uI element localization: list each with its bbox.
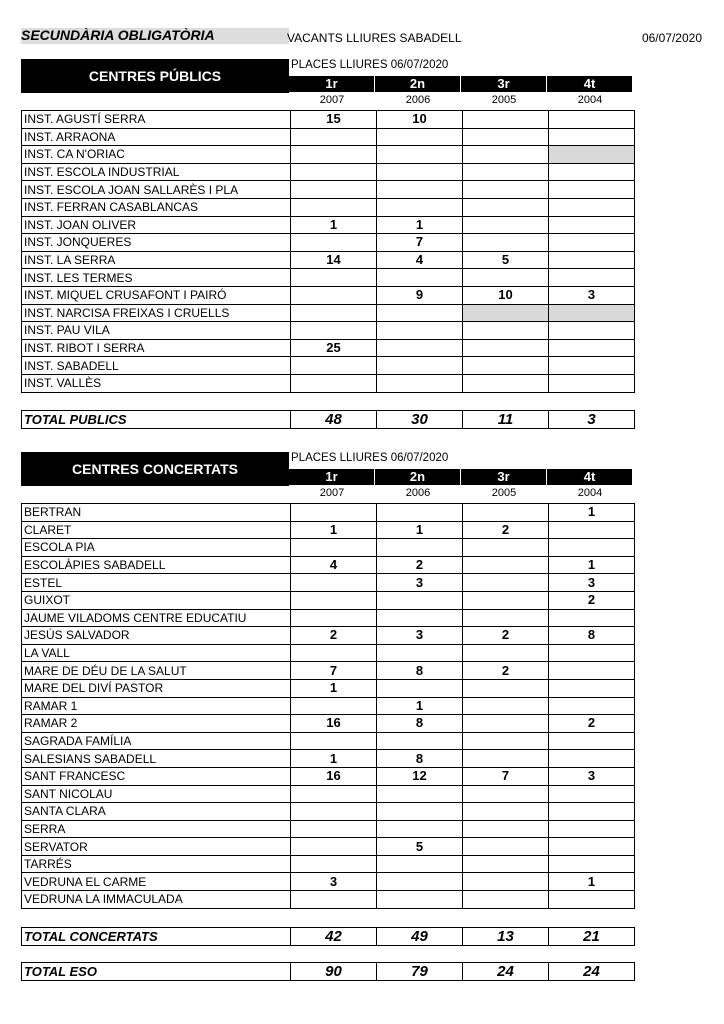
vacancy-cell xyxy=(291,574,377,592)
vacancy-cell xyxy=(549,891,635,909)
vacancy-cell: 7 xyxy=(463,767,549,785)
total-value: 21 xyxy=(549,928,635,946)
vacancy-cell xyxy=(549,198,635,216)
concertats-year-headers xyxy=(289,487,633,499)
vacancy-cell xyxy=(463,591,549,609)
vacancy-cell xyxy=(291,697,377,715)
table-row xyxy=(22,269,635,287)
school-name: SANT FRANCESC xyxy=(22,767,291,785)
vacancy-cell: 9 xyxy=(377,286,463,304)
table-row xyxy=(22,539,635,557)
vacancy-cell xyxy=(549,181,635,199)
table-row xyxy=(22,928,635,946)
vacancy-cell: 16 xyxy=(291,767,377,785)
vacancy-cell xyxy=(377,374,463,392)
table-row xyxy=(22,411,635,429)
vacancy-cell: 15 xyxy=(291,111,377,129)
school-name: SERRA xyxy=(22,820,291,838)
vacancy-cell: 8 xyxy=(377,662,463,680)
vacancy-cell xyxy=(463,146,549,164)
school-name: SANTA CLARA xyxy=(22,803,291,821)
school-name: INST. VALLÈS xyxy=(22,374,291,392)
vacancy-cell xyxy=(463,785,549,803)
table-row xyxy=(22,216,635,234)
table-row xyxy=(22,234,635,252)
vacancy-cell xyxy=(291,163,377,181)
school-name: MARE DE DÉU DE LA SALUT xyxy=(22,662,291,680)
vacancy-cell xyxy=(463,216,549,234)
vacancy-cell xyxy=(291,374,377,392)
table-row xyxy=(22,662,635,680)
vacancy-cell: 2 xyxy=(463,662,549,680)
vacancy-cell xyxy=(463,891,549,909)
vacancy-cell: 2 xyxy=(549,591,635,609)
vacancy-cell xyxy=(463,128,549,146)
total-value: 30 xyxy=(377,411,463,429)
total-value: 42 xyxy=(291,928,377,946)
course-header: 4t xyxy=(547,76,632,92)
document-date: 06/07/2020 xyxy=(641,31,702,45)
vacancy-cell xyxy=(291,128,377,146)
concertats-places-label: PLACES LLIURES 06/07/2020 xyxy=(291,452,449,464)
vacancy-cell xyxy=(549,163,635,181)
table-row xyxy=(22,750,635,768)
vacancy-cell xyxy=(291,357,377,375)
vacancy-cell: 10 xyxy=(377,111,463,129)
table-row xyxy=(22,304,635,322)
table-row xyxy=(22,556,635,574)
vacancy-cell xyxy=(549,521,635,539)
publics-course-headers xyxy=(289,76,633,92)
vacancy-cell xyxy=(463,339,549,357)
vacancy-cell xyxy=(463,803,549,821)
concertats-total-row xyxy=(21,927,635,946)
vacancy-cell xyxy=(377,269,463,287)
vacancy-cell xyxy=(377,855,463,873)
table-row xyxy=(22,873,635,891)
total-label: TOTAL ESO xyxy=(22,963,291,981)
vacancy-cell xyxy=(549,111,635,129)
year-header: 2007 xyxy=(319,487,345,499)
vacancy-cell: 4 xyxy=(291,556,377,574)
table-row xyxy=(22,111,635,129)
publics-table xyxy=(21,110,635,393)
table-row xyxy=(22,627,635,645)
vacancy-cell xyxy=(377,181,463,199)
table-row xyxy=(22,128,635,146)
school-name: INST. LA SERRA xyxy=(22,251,291,269)
school-name: INST. JONQUERES xyxy=(22,234,291,252)
vacancy-cell: 2 xyxy=(463,521,549,539)
vacancy-cell: 1 xyxy=(291,750,377,768)
vacancy-cell xyxy=(291,539,377,557)
vacancy-cell xyxy=(463,715,549,733)
vacancy-cell: 8 xyxy=(549,627,635,645)
school-name: INST. RIBOT I SERRA xyxy=(22,339,291,357)
total-eso-row xyxy=(21,962,635,981)
vacancy-cell: 1 xyxy=(291,679,377,697)
vacancy-cell xyxy=(463,181,549,199)
table-row xyxy=(22,163,635,181)
vacancy-cell xyxy=(463,750,549,768)
vacancy-cell xyxy=(291,322,377,340)
vacancy-cell xyxy=(463,556,549,574)
table-row xyxy=(22,198,635,216)
table-row xyxy=(22,785,635,803)
vacancy-cell: 2 xyxy=(549,715,635,733)
vacancy-cell xyxy=(377,146,463,164)
school-name: JAUME VILADOMS CENTRE EDUCATIU xyxy=(22,609,291,627)
vacancy-cell xyxy=(463,873,549,891)
vacancy-cell xyxy=(549,803,635,821)
school-name: VEDRUNA LA IMMACULADA xyxy=(22,891,291,909)
total-label: TOTAL CONCERTATS xyxy=(22,928,291,946)
year-header: 2006 xyxy=(405,487,431,499)
vacancy-cell: 8 xyxy=(377,750,463,768)
vacancy-cell: 8 xyxy=(377,715,463,733)
vacancy-cell xyxy=(291,785,377,803)
publics-header: CENTRES PÚBLICS xyxy=(21,59,289,93)
school-name: GUIXOT xyxy=(22,591,291,609)
vacancy-cell xyxy=(463,304,549,322)
table-row xyxy=(22,181,635,199)
vacancy-cell xyxy=(377,539,463,557)
school-name: INST. NARCISA FREIXAS I CRUELLS xyxy=(22,304,291,322)
school-name: TARRÉS xyxy=(22,855,291,873)
vacancy-cell xyxy=(377,198,463,216)
table-row xyxy=(22,339,635,357)
vacancy-cell xyxy=(291,609,377,627)
vacancy-cell xyxy=(291,838,377,856)
vacancy-cell xyxy=(463,504,549,522)
table-row xyxy=(22,322,635,340)
vacancy-cell: 2 xyxy=(463,627,549,645)
vacancy-cell xyxy=(377,163,463,181)
year-header: 2004 xyxy=(577,94,603,106)
vacancy-cell xyxy=(549,251,635,269)
vacancy-cell: 5 xyxy=(377,838,463,856)
table-row xyxy=(22,374,635,392)
school-name: INST. ARRAONA xyxy=(22,128,291,146)
vacancy-cell xyxy=(291,269,377,287)
school-name: INST. PAU VILA xyxy=(22,322,291,340)
vacancy-cell: 7 xyxy=(291,662,377,680)
table-row xyxy=(22,732,635,750)
vacancy-cell: 14 xyxy=(291,251,377,269)
table-row xyxy=(22,803,635,821)
vacancy-cell xyxy=(549,374,635,392)
vacancy-cell xyxy=(463,234,549,252)
vacancy-cell: 25 xyxy=(291,339,377,357)
vacancy-cell xyxy=(377,820,463,838)
vacancy-cell: 1 xyxy=(377,216,463,234)
vacancy-cell xyxy=(549,662,635,680)
school-name: INST. AGUSTÍ SERRA xyxy=(22,111,291,129)
school-name: BERTRAN xyxy=(22,504,291,522)
year-header: 2006 xyxy=(405,94,431,106)
vacancy-cell xyxy=(463,679,549,697)
school-name: ESTEL xyxy=(22,574,291,592)
total-value: 13 xyxy=(463,928,549,946)
course-header: 2n xyxy=(375,469,460,485)
vacancy-cell: 7 xyxy=(377,234,463,252)
vacancy-cell xyxy=(549,609,635,627)
concertats-course-headers xyxy=(289,469,633,485)
school-name: VEDRUNA EL CARME xyxy=(22,873,291,891)
vacancy-cell: 4 xyxy=(377,251,463,269)
school-name: INST. CA N'ORIAC xyxy=(22,146,291,164)
vacancy-cell xyxy=(377,679,463,697)
vacancy-cell xyxy=(549,855,635,873)
table-row xyxy=(22,574,635,592)
vacancy-cell xyxy=(463,609,549,627)
vacancy-cell xyxy=(377,891,463,909)
concertats-table xyxy=(21,503,635,909)
vacancy-cell: 2 xyxy=(291,627,377,645)
school-name: SANT NICOLAU xyxy=(22,785,291,803)
vacancy-cell: 2 xyxy=(377,556,463,574)
vacancy-cell xyxy=(377,304,463,322)
vacancy-cell xyxy=(291,146,377,164)
vacancy-cell xyxy=(549,785,635,803)
vacancy-cell xyxy=(549,216,635,234)
table-row xyxy=(22,146,635,164)
vacancy-cell xyxy=(549,304,635,322)
vacancy-cell: 12 xyxy=(377,767,463,785)
vacancy-cell: 1 xyxy=(549,556,635,574)
vacancy-cell xyxy=(377,609,463,627)
school-name: RAMAR 2 xyxy=(22,715,291,733)
table-row xyxy=(22,963,635,981)
vacancy-cell xyxy=(291,198,377,216)
vacancy-cell xyxy=(377,339,463,357)
vacancy-cell: 1 xyxy=(291,216,377,234)
vacancy-cell: 3 xyxy=(377,574,463,592)
total-value: 90 xyxy=(291,963,377,981)
table-row xyxy=(22,286,635,304)
school-name: INST. ESCOLA INDUSTRIAL xyxy=(22,163,291,181)
vacancy-cell xyxy=(377,785,463,803)
vacancy-cell: 1 xyxy=(291,521,377,539)
vacancy-cell: 1 xyxy=(549,873,635,891)
school-name: ESCOLA PIA xyxy=(22,539,291,557)
vacancy-cell xyxy=(549,750,635,768)
course-header: 3r xyxy=(461,76,546,92)
school-name: INST. ESCOLA JOAN SALLARÈS I PLA xyxy=(22,181,291,199)
vacancy-cell xyxy=(463,322,549,340)
table-row xyxy=(22,855,635,873)
vacancy-cell xyxy=(549,820,635,838)
total-value: 49 xyxy=(377,928,463,946)
school-name: INST. FERRAN CASABLANCAS xyxy=(22,198,291,216)
school-name: SALESIANS SABADELL xyxy=(22,750,291,768)
vacancy-cell xyxy=(549,679,635,697)
vacancy-cell xyxy=(377,128,463,146)
vacancy-cell xyxy=(463,269,549,287)
vacancy-cell xyxy=(463,163,549,181)
vacancy-cell xyxy=(377,504,463,522)
vacancy-cell: 1 xyxy=(377,697,463,715)
school-name: INST. SABADELL xyxy=(22,357,291,375)
vacancy-cell xyxy=(291,855,377,873)
vacancy-cell xyxy=(377,357,463,375)
year-header: 2007 xyxy=(319,94,345,106)
school-name: LA VALL xyxy=(22,644,291,662)
vacancy-cell xyxy=(291,732,377,750)
vacancy-cell: 3 xyxy=(291,873,377,891)
vacancy-cell: 5 xyxy=(463,251,549,269)
table-row xyxy=(22,891,635,909)
total-value: 79 xyxy=(377,963,463,981)
vacancy-cell xyxy=(291,286,377,304)
total-value: 3 xyxy=(549,411,635,429)
table-row xyxy=(22,251,635,269)
school-name: INST. LES TERMES xyxy=(22,269,291,287)
table-row xyxy=(22,591,635,609)
vacancy-cell xyxy=(463,198,549,216)
table-row xyxy=(22,838,635,856)
table-row xyxy=(22,357,635,375)
vacancy-cell xyxy=(463,732,549,750)
vacancy-cell xyxy=(463,111,549,129)
vacancy-cell xyxy=(549,146,635,164)
school-name: INST. MIQUEL CRUSAFONT I PAIRÓ xyxy=(22,286,291,304)
course-header: 2n xyxy=(375,76,460,92)
total-value: 11 xyxy=(463,411,549,429)
vacancy-cell xyxy=(463,539,549,557)
vacancy-cell: 10 xyxy=(463,286,549,304)
vacancy-cell xyxy=(377,873,463,891)
vacancy-cell: 3 xyxy=(549,286,635,304)
vacancy-cell xyxy=(377,732,463,750)
vacancy-cell xyxy=(463,574,549,592)
vacancy-cell xyxy=(549,128,635,146)
vacancy-cell xyxy=(463,838,549,856)
total-value: 24 xyxy=(463,963,549,981)
school-name: CLARET xyxy=(22,521,291,539)
total-label: TOTAL PUBLICS xyxy=(22,411,291,429)
vacancy-cell xyxy=(291,803,377,821)
vacancy-cell: 16 xyxy=(291,715,377,733)
vacancy-cell xyxy=(291,820,377,838)
vacancy-cell xyxy=(549,697,635,715)
vacancy-cell: 1 xyxy=(377,521,463,539)
vacancy-cell xyxy=(291,644,377,662)
vacancy-cell xyxy=(291,591,377,609)
table-row xyxy=(22,521,635,539)
concertats-header: CENTRES CONCERTATS xyxy=(21,452,289,486)
year-header: 2004 xyxy=(577,487,603,499)
course-header: 1r xyxy=(289,76,374,92)
vacancy-cell xyxy=(463,357,549,375)
school-name: MARE DEL DIVÍ PASTOR xyxy=(22,679,291,697)
vacancy-cell xyxy=(463,820,549,838)
vacancy-cell xyxy=(377,591,463,609)
document-subtitle: VACANTS LLIURES SABADELL xyxy=(287,31,462,45)
vacancy-cell xyxy=(549,644,635,662)
vacancy-cell xyxy=(549,357,635,375)
vacancy-cell xyxy=(291,304,377,322)
publics-total-row xyxy=(21,410,635,429)
vacancy-cell: 1 xyxy=(549,504,635,522)
school-name: JESÚS SALVADOR xyxy=(22,627,291,645)
vacancy-cell xyxy=(291,891,377,909)
vacancy-cell: 3 xyxy=(549,574,635,592)
vacancy-cell: 3 xyxy=(377,627,463,645)
course-header: 1r xyxy=(289,469,374,485)
year-header: 2005 xyxy=(491,94,517,106)
vacancy-cell xyxy=(463,855,549,873)
table-row xyxy=(22,697,635,715)
vacancy-cell xyxy=(549,539,635,557)
vacancy-cell xyxy=(549,339,635,357)
vacancy-cell xyxy=(463,644,549,662)
vacancy-cell xyxy=(291,504,377,522)
vacancy-cell xyxy=(549,732,635,750)
publics-year-headers xyxy=(289,94,633,106)
table-row xyxy=(22,820,635,838)
school-name: RAMAR 1 xyxy=(22,697,291,715)
table-row xyxy=(22,679,635,697)
total-value: 48 xyxy=(291,411,377,429)
course-header: 3r xyxy=(461,469,546,485)
vacancy-cell xyxy=(377,322,463,340)
vacancy-cell xyxy=(377,644,463,662)
year-header: 2005 xyxy=(491,487,517,499)
vacancy-cell xyxy=(463,697,549,715)
document-title: SECUNDÀRIA OBLIGATÒRIA xyxy=(21,28,289,44)
vacancy-cell xyxy=(377,803,463,821)
vacancy-cell xyxy=(291,234,377,252)
table-row xyxy=(22,504,635,522)
school-name: INST. JOAN OLIVER xyxy=(22,216,291,234)
vacancy-cell: 3 xyxy=(549,767,635,785)
course-header: 4t xyxy=(547,469,632,485)
school-name: ESCOLÀPIES SABADELL xyxy=(22,556,291,574)
vacancy-cell xyxy=(549,234,635,252)
vacancy-cell xyxy=(291,181,377,199)
school-name: SERVATOR xyxy=(22,838,291,856)
table-row xyxy=(22,644,635,662)
school-name: SAGRADA FAMÍLIA xyxy=(22,732,291,750)
table-row xyxy=(22,609,635,627)
total-value: 24 xyxy=(549,963,635,981)
table-row xyxy=(22,767,635,785)
vacancy-cell xyxy=(549,269,635,287)
vacancy-cell xyxy=(463,374,549,392)
table-row xyxy=(22,715,635,733)
vacancy-cell xyxy=(549,322,635,340)
publics-places-label: PLACES LLIURES 06/07/2020 xyxy=(291,59,449,71)
vacancy-cell xyxy=(549,838,635,856)
